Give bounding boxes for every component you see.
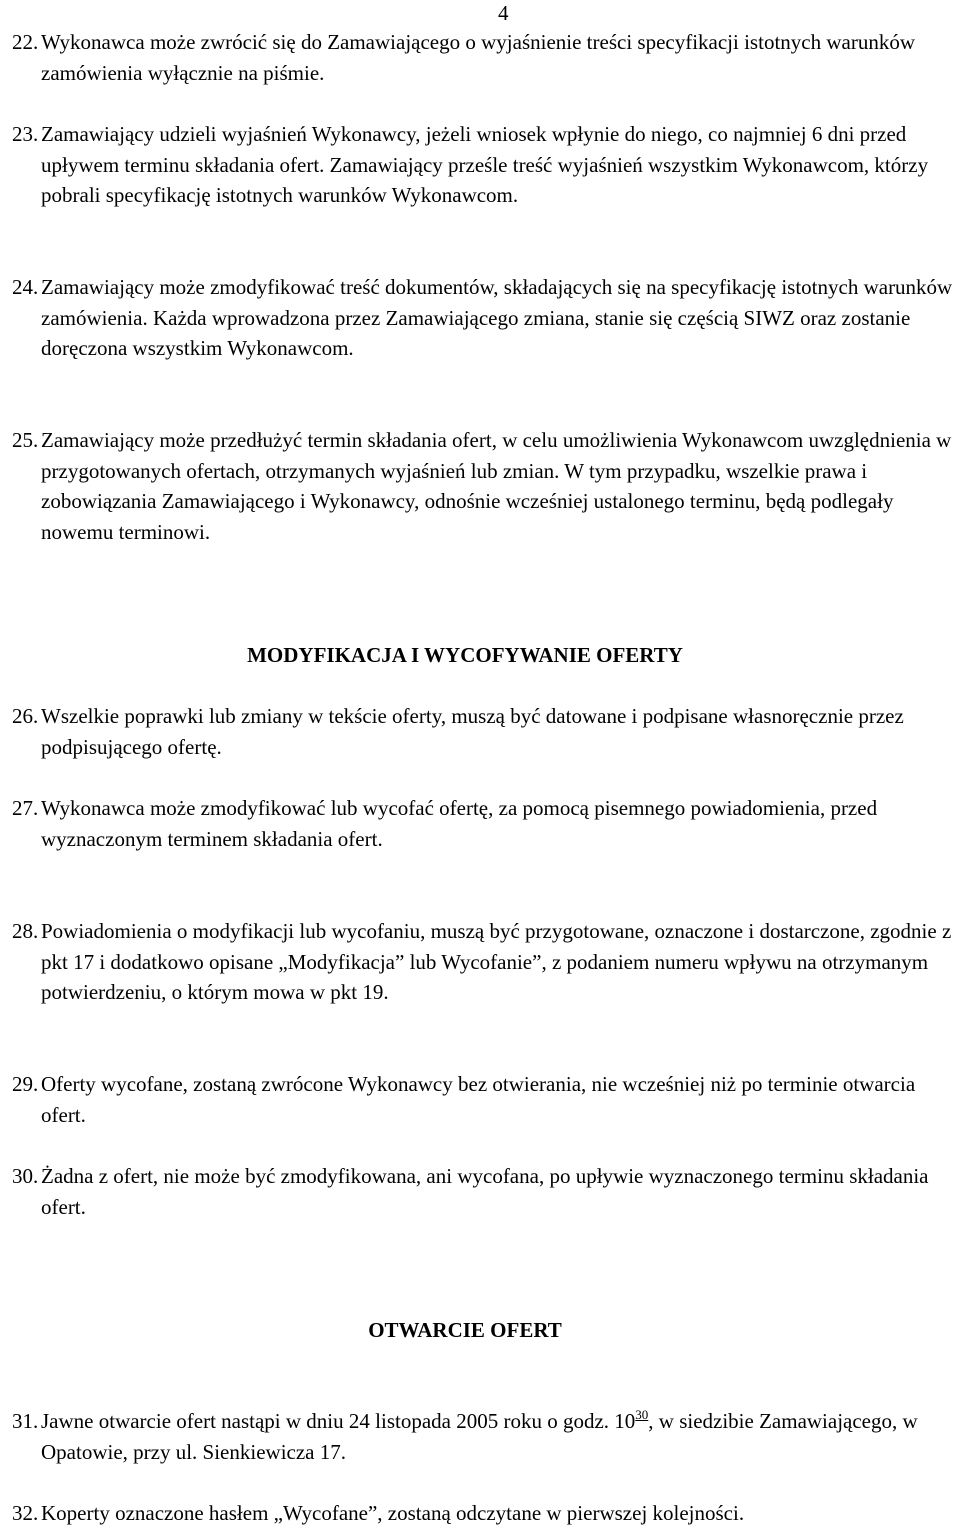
list-item-31 (12, 1406, 958, 1467)
item-number: 29. (12, 1072, 39, 1096)
section-heading-modyfikacja: MODYFIKACJA I WYCOFYWANIE OFERTY (247, 643, 683, 667)
item-text: Żadna z ofert, nie może być zmodyfikowana, ani wycofana, po upływie wyznaczonego terminu składania ofert. (41, 1164, 929, 1219)
list-item-30 (12, 1161, 958, 1222)
item-number: 30. (12, 1164, 39, 1188)
section-heading-otwarcie: OTWARCIE OFERT (368, 1318, 562, 1342)
list-item-29 (12, 1069, 958, 1130)
item-text: Wykonawca może zmodyfikować lub wycofać ofertę, za pomocą pisemnego powiadomienia, przed wyznaczonym terminem składania ofert. (41, 796, 878, 851)
list-item-32 (12, 1498, 958, 1529)
list-item-23 (12, 119, 958, 211)
item-text: Wszelkie poprawki lub zmiany w tekście oferty, muszą być datowane i podpisane własnoręcznie przez podpisującego ofertę. (41, 704, 904, 759)
item-text-after: , w siedzibie Zamawiającego, w Opatowie, przy ul. Sienkiewicza 17. (41, 1409, 918, 1464)
item-text: Oferty wycofane, zostaną zwrócone Wykonawcy bez otwierania, nie wcześniej niż po terminie otwarcia ofert. (41, 1072, 916, 1127)
item-number: 25. (12, 428, 39, 452)
list-item-24 (12, 272, 958, 364)
item-number: 26. (12, 704, 39, 728)
item-text-before: Jawne otwarcie ofert nastąpi w dniu 24 listopada 2005 roku o godz. 10 (41, 1409, 636, 1433)
item-text: Wykonawca może zwrócić się do Zamawiającego o wyjaśnienie treści specyfikacji istotnych warunków zamówienia wyłącznie na piśmie. (41, 30, 915, 85)
list-item-22 (12, 27, 958, 88)
item-number: 28. (12, 919, 39, 943)
item-number: 23. (12, 122, 39, 146)
item-number: 32. (12, 1501, 39, 1525)
item-text: Zamawiający może zmodyfikować treść dokumentów, składających się na specyfikację istotnych warunków zamówienia. Każda wprowadzona przez Zamawiającego zmiana, stanie się częścią SIWZ oraz zostanie doręczona wszystkim Wykonawcom. (41, 275, 953, 360)
item-number: 22. (12, 30, 39, 54)
list-item-25 (12, 425, 958, 547)
list-item-27 (12, 793, 958, 854)
item-text: Powiadomienia o modyfikacji lub wycofaniu, muszą być przygotowane, oznaczone i dostarczone, zgodnie z pkt 17 i dodatkowo opisane „Modyfikacja” lub Wycofanie”, z podaniem numeru wpływu na otrzymanym potwierdzeniu, o którym mowa w pkt 19. (41, 919, 952, 1004)
item-number: 24. (12, 275, 39, 299)
item-text: Zamawiający udzieli wyjaśnień Wykonawcy, jeżeli wniosek wpłynie do niego, co najmniej 6 dni przed upływem terminu składania ofert. Zamawiający prześle treść wyjaśnień wszystkim Wykonawcom, którzy pobrali specyfikację istotnych warunków Wykonawcom. (41, 122, 929, 207)
item-text: Koperty oznaczone hasłem „Wycofane”, zostaną odczytane w pierwszej kolejności. (41, 1501, 745, 1525)
page-number: 4 (498, 1, 509, 25)
item-number: 31. (12, 1409, 39, 1433)
time-minutes-superscript: 30 (635, 1407, 649, 1422)
item-text (12, 1406, 958, 1467)
list-item-28 (12, 916, 958, 1008)
item-text: Zamawiający może przedłużyć termin składania ofert, w celu umożliwienia Wykonawcom uwzględnienia w przygotowanych ofertach, otrzymanych wyjaśnień lub zmian. W tym przypadku, wszelkie prawa i zobowiązania Zamawiającego i Wykonawcy, odnośnie wcześniej ustalonego terminu, będą podlegały nowemu terminowi. (41, 428, 952, 544)
list-item-26 (12, 701, 958, 762)
item-number: 27. (12, 796, 39, 820)
